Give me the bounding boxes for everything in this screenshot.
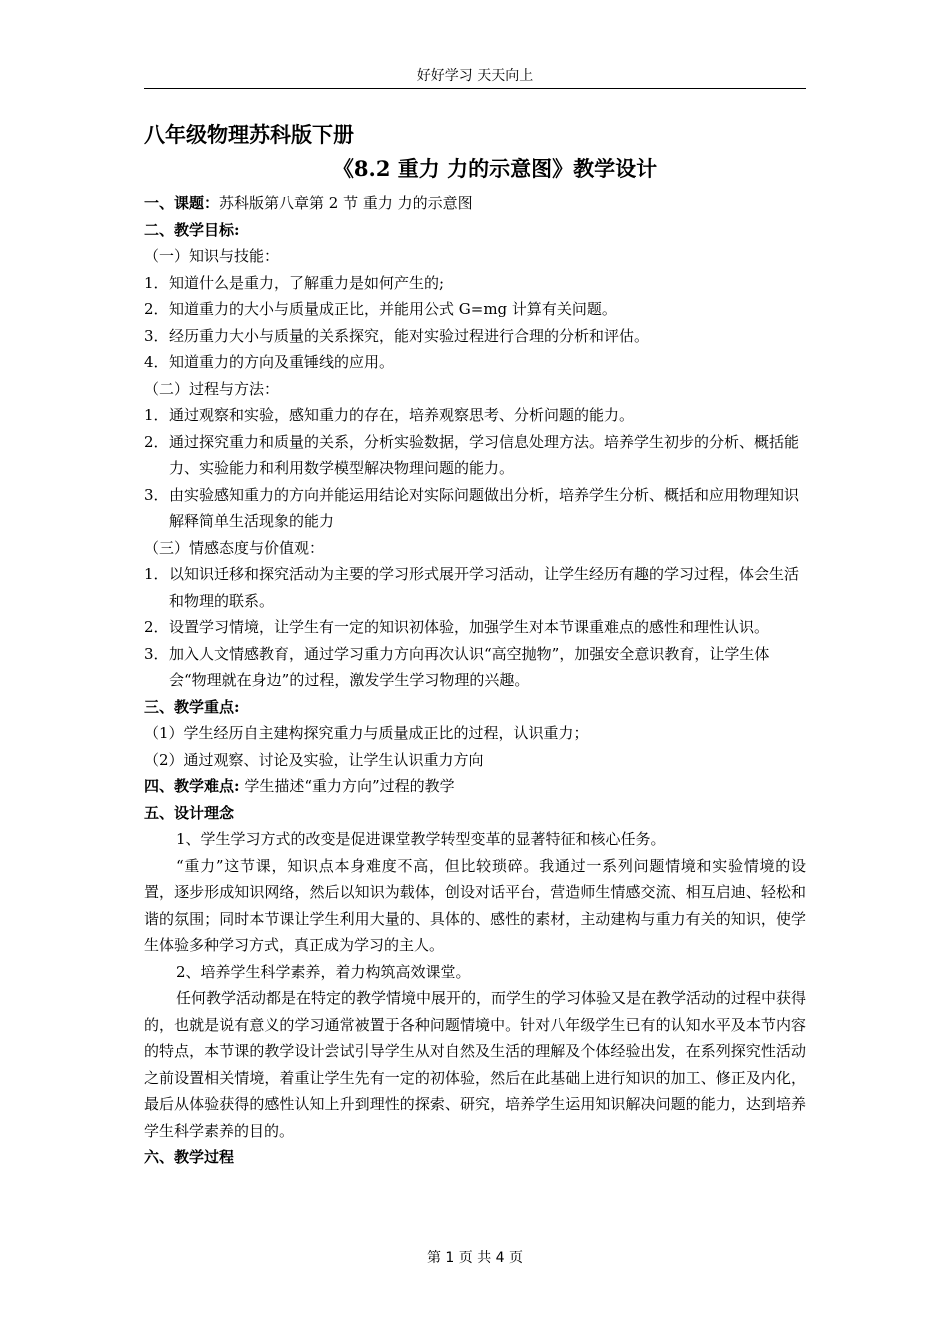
doc-title-line1: 八年级物理苏科版下册 [144,122,354,147]
page-header: 好好学习 天天向上 [416,68,534,84]
design-para-3: 2、培养学生科学素养，着力构筑高效课堂。 [176,962,471,981]
header-rule [144,88,806,89]
section-2-label: 二、教学目标: [144,220,240,239]
list-knowledge [144,270,806,376]
subsection-emotion: （三）情感态度与价值观： [144,538,325,557]
section-4 [144,773,806,800]
list-item: 1． 知道什么是重力，了解重力是如何产生的; [144,273,445,292]
list-item: 1． 以知识迁移和探究活动为主要的学习形式展开学习活动，让学生经历有趣的学习过程，体会生活和物理的联系。 [144,565,800,610]
list-item: 4． 知道重力的方向及重锤线的应用。 [144,353,395,371]
doc-title-line2: 《8.2 重力 力的示意图》教学设计 [332,156,658,181]
document-body [144,118,806,1171]
key-point-1: （1）学生经历自主建构探究重力与质量成正比的过程，认识重力； [144,724,589,742]
section-1-label: 一、课题： [144,194,220,212]
list-item: 2． 通过探究重力和质量的关系，分析实验数据，学习信息处理方法。培养学生初步的分析、概括能力、实验能力和利用数学模型解决物理问题的能力。 [144,432,800,477]
list-item: 2． 知道重力的大小与质量成正比，并能用公式 G=mg 计算有关问题。 [144,300,617,318]
list-item: 1． 通过观察和实验，感知重力的存在，培养观察思考、分析问题的能力。 [144,406,635,424]
list-item: 3． 由实验感知重力的方向并能运用结论对实际问题做出分析，培养学生分析、概括和应用物理知识解释简单生活现象的能力 [144,485,800,530]
section-3-label: 三、教学重点: [144,697,240,716]
list-emotion [144,561,806,694]
subsection-process: （二）过程与方法： [144,379,280,398]
design-para-2: “重力”这节课，知识点本身难度不高，但比较琐碎。我通过一系列问题情境和实验情境的设置，逐步形成知识网络，然后以知识为载体，创设对话平台，营造师生情感交流、相互启迪、轻松和谐的氛围；同时本节课让学生利用大量的、具体的、感性的素材，主动建构与重力有关的知识，使学生体验多种学习方式，真正成为学习的主人。 [144,856,806,954]
section-6-label: 六、教学过程 [144,1148,235,1166]
section-4-label: 四、教学难点: [144,777,240,795]
key-point-2: （2）通过观察、讨论及实验，让学生认识重力方向 [144,750,484,769]
list-process [144,402,806,535]
section-4-text: 学生描述“重力方向”过程的教学 [239,777,455,795]
subsection-knowledge: （一）知识与技能： [144,247,280,265]
page-footer: 第 1 页 共 4 页 [426,1250,524,1266]
section-1-text: 苏科版第八章第 2 节 重力 力的示意图 [219,194,473,212]
section-5-label: 五、设计理念 [144,803,235,822]
section-1 [144,190,806,217]
design-para-1: 1、学生学习方式的改变是促进课堂教学转型变革的显著特征和核心任务。 [176,830,666,848]
list-item: 3． 加入人文情感教育，通过学习重力方向再次认识“高空抛物”，加强安全意识教育，让学生体会“物理就在身边”的过程，激发学生学习物理的兴趣。 [144,644,770,689]
list-item: 2． 设置学习情境，让学生有一定的知识初体验，加强学生对本节课重难点的感性和理性认识。 [144,618,770,636]
design-para-4: 任何教学活动都是在特定的教学情境中展开的，而学生的学习体验又是在教学活动的过程中获得的，也就是说有意义的学习通常被置于各种问题情境中。针对八年级学生已有的认知水平及本节内容的特点，本节课的教学设计尝试引导学生从对自然及生活的理解及个体经验出发，在系列探究性活动之前设置相关情境，着重让学生先有一定的初体验，然后在此基础上进行知识的加工、修正及内化，最后从体验获得的感性认知上升到理性的探索、研究，培养学生运用知识解决问题的能力，达到培养学生科学素养的目的。 [144,989,807,1140]
list-item: 3． 经历重力大小与质量的关系探究，能对实验过程进行合理的分析和评估。 [144,326,650,345]
